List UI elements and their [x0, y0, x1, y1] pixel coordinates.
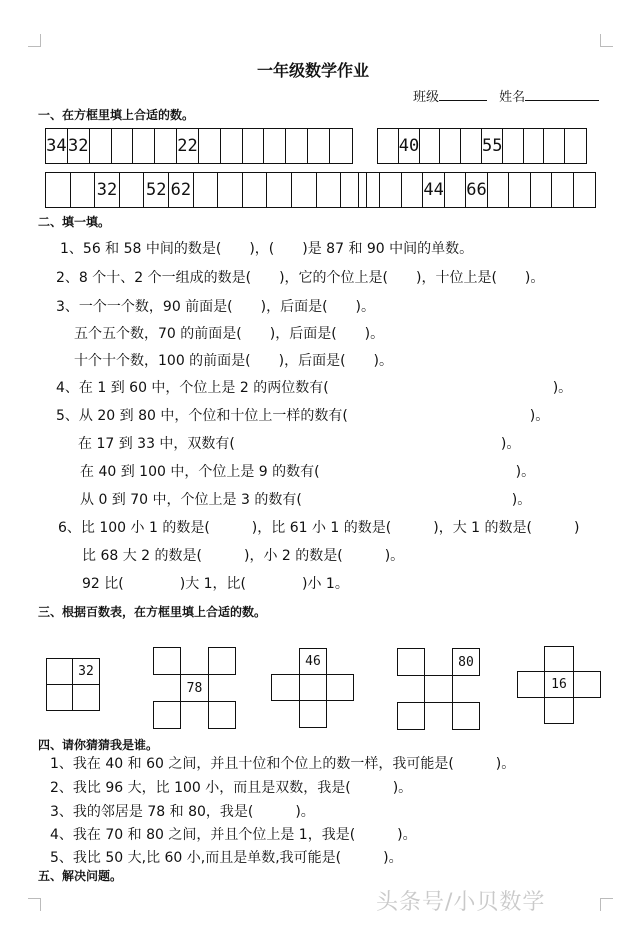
grid-cell-blank[interactable] [264, 129, 286, 163]
grid-cell-blank[interactable] [194, 173, 219, 207]
class-field[interactable] [439, 87, 487, 101]
shape2-cell[interactable] [153, 701, 181, 729]
corner-mark-top-right [600, 34, 613, 47]
shape1-cell[interactable] [46, 684, 73, 711]
grid-cell-blank[interactable] [445, 173, 466, 207]
fill-line-12: 比 68 大 2 的数是( )，小 2 的数是( )。 [82, 548, 405, 564]
guess-line-3: 3、我的邻居是 78 和 80，我是( )。 [50, 804, 315, 820]
grid-cell-blank[interactable] [461, 129, 482, 163]
shape4-cell[interactable] [452, 702, 480, 730]
grid-cell-blank[interactable] [243, 129, 265, 163]
section4-heading: 四、请你猜猜我是谁。 [38, 738, 159, 752]
shape1-cell-labeled: 32 [72, 658, 100, 685]
grid-cell-blank[interactable] [155, 129, 177, 163]
number-grid-3 [45, 172, 367, 208]
fill-line-5: 十个十个数，100 的前面是( )，后面是( )。 [74, 353, 394, 369]
grid-cell-blank[interactable] [359, 173, 380, 207]
grid-cell-blank[interactable] [574, 173, 595, 207]
grid-cell-blank[interactable] [90, 129, 112, 163]
grid-cell-blank[interactable] [330, 129, 352, 163]
fill-line-8: 在 17 到 33 中，双数有( )。 [78, 436, 521, 452]
grid-cell-blank[interactable] [112, 129, 134, 163]
name-field[interactable] [525, 87, 599, 101]
grid-cell-blank[interactable] [380, 173, 401, 207]
grid-cell-filled: 40 [399, 129, 420, 163]
grid-cell-blank[interactable] [221, 129, 243, 163]
section3-heading: 三、根据百数表，在方框里填上合适的数。 [38, 605, 267, 619]
guess-line-5: 5、我比 50 大,比 60 小,而且是单数,我可能是( )。 [50, 850, 403, 866]
fill-line-3: 3、一个一个数，90 前面是( )，后面是( )。 [56, 299, 376, 315]
guess-line-1: 1、我在 40 和 60 之间，并且十位和个位上的数一样，我可能是( )。 [50, 756, 516, 772]
grid-cell-blank[interactable] [243, 173, 268, 207]
grid-cell-blank[interactable] [133, 129, 155, 163]
guess-line-2: 2、我比 96 大，比 100 小，而且是双数，我是( )。 [50, 780, 413, 796]
guess-line-4: 4、我在 70 和 80 之间，并且个位上是 1，我是( )。 [50, 827, 417, 843]
shape3-cell[interactable] [299, 674, 327, 701]
number-grid-1 [45, 128, 353, 164]
shape3-cell[interactable] [326, 674, 354, 701]
grid-cell-blank[interactable] [440, 129, 461, 163]
shape4-cell[interactable] [397, 702, 425, 730]
shape3-cell[interactable] [299, 700, 327, 728]
grid-cell-blank[interactable] [420, 129, 441, 163]
fill-line-11: 6、比 100 小 1 的数是( )，比 61 小 1 的数是( )，大 1 的数是( ) [58, 520, 580, 536]
class-label: 班级 [413, 90, 440, 105]
grid-cell-filled: 62 [169, 173, 194, 207]
shape5-cell[interactable] [573, 671, 601, 698]
watermark: 头条号/小贝数学 [376, 890, 546, 915]
grid-cell-blank[interactable] [565, 129, 586, 163]
shape1-cell[interactable] [72, 684, 100, 711]
fill-line-2: 2、8 个十、2 个一组成的数是( )，它的个位上是( )，十位上是( )。 [56, 270, 545, 286]
number-grid-4 [358, 172, 596, 208]
grid-cell-blank[interactable] [199, 129, 221, 163]
fill-line-13: 92 比( )大 1，比( )小 1。 [82, 576, 349, 592]
grid-cell-filled: 32 [68, 129, 90, 163]
shape2-cell[interactable] [153, 647, 181, 675]
grid-cell-blank[interactable] [552, 173, 573, 207]
grid-cell-blank[interactable] [317, 173, 342, 207]
fill-line-6: 4、在 1 到 60 中，个位上是 2 的两位数有( )。 [56, 380, 573, 396]
student-info [413, 86, 599, 105]
fill-line-7: 5、从 20 到 80 中，个位和十位上一样的数有( )。 [56, 408, 550, 424]
grid-cell-blank[interactable] [503, 129, 524, 163]
shape3-cell-labeled: 46 [299, 648, 327, 675]
shape5-cell-labeled: 16 [544, 671, 574, 698]
grid-cell-filled: 34 [46, 129, 68, 163]
shape5-cell[interactable] [544, 646, 574, 672]
grid-cell-blank[interactable] [524, 129, 545, 163]
shape2-cell[interactable] [208, 701, 236, 729]
section1-heading: 一、在方框里填上合适的数。 [38, 108, 195, 122]
corner-mark-bottom-left [28, 898, 41, 911]
grid-cell-blank[interactable] [120, 173, 145, 207]
shape3-cell[interactable] [271, 674, 300, 701]
grid-cell-filled: 52 [144, 173, 169, 207]
fill-line-9: 在 40 到 100 中，个位上是 9 的数有( )。 [80, 464, 536, 480]
grid-cell-blank[interactable] [402, 173, 423, 207]
grid-cell-blank[interactable] [308, 129, 330, 163]
shape1-cell[interactable] [46, 658, 73, 685]
grid-cell-blank[interactable] [218, 173, 243, 207]
grid-cell-filled: 32 [95, 173, 120, 207]
grid-cell-filled: 66 [466, 173, 487, 207]
shape2-cell-labeled: 78 [180, 674, 209, 702]
grid-cell-blank[interactable] [286, 129, 308, 163]
number-grid-2 [377, 128, 587, 164]
shape4-cell[interactable] [424, 675, 453, 703]
shape4-cell[interactable] [397, 648, 425, 676]
grid-cell-blank[interactable] [267, 173, 292, 207]
shape5-cell[interactable] [517, 671, 545, 698]
grid-cell-blank[interactable] [544, 129, 565, 163]
fill-line-10: 从 0 到 70 中，个位上是 3 的数有( )。 [80, 492, 532, 508]
corner-mark-bottom-right [600, 898, 613, 911]
section5-heading: 五、解决问题。 [38, 869, 123, 883]
fill-line-1: 1、56 和 58 中间的数是( )，( )是 87 和 90 中间的单数。 [60, 241, 474, 257]
grid-cell-blank[interactable] [509, 173, 530, 207]
name-label: 姓名 [499, 90, 526, 105]
grid-cell-blank[interactable] [378, 129, 399, 163]
grid-cell-blank[interactable] [71, 173, 96, 207]
grid-cell-blank[interactable] [488, 173, 509, 207]
grid-cell-filled: 22 [177, 129, 199, 163]
grid-cell-filled: 55 [482, 129, 503, 163]
grid-cell-blank[interactable] [46, 173, 71, 207]
grid-cell-blank[interactable] [531, 173, 552, 207]
shape2-cell[interactable] [208, 647, 236, 675]
fill-line-4: 五个五个数，70 的前面是( )，后面是( )。 [74, 326, 385, 342]
grid-cell-filled: 44 [423, 173, 444, 207]
page-title: 一年级数学作业 [257, 61, 370, 80]
corner-mark-top-left [28, 34, 41, 47]
shape4-cell-labeled: 80 [452, 648, 480, 676]
grid-cell-blank[interactable] [292, 173, 317, 207]
section2-heading: 二、填一填。 [38, 215, 111, 229]
shape5-cell[interactable] [544, 697, 574, 724]
